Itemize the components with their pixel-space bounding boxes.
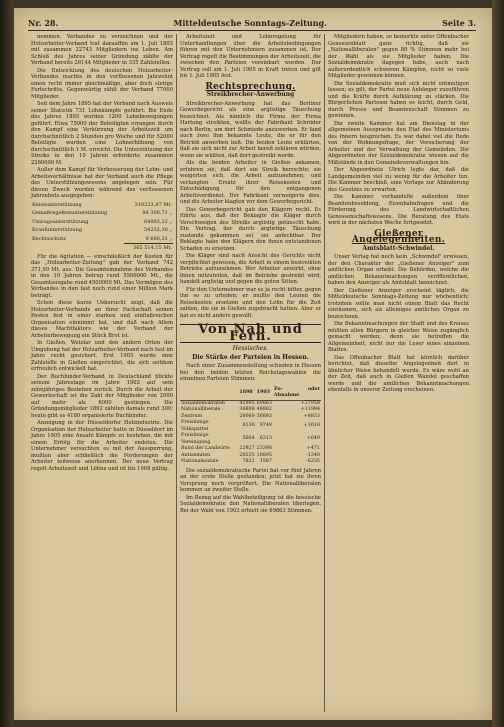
section-banner: Von Nah und Fern. — [180, 324, 321, 343]
page-number: Seite 3. — [442, 18, 476, 28]
paragraph: Mitgliedern haben, so bemerkte unter Offenbacher Genossenblatt ganz richtig, daß sie „Nationalliberalen" gegen 80 % Stimmen mehr bei der Wahl als sie Mitglieder haben. Die Sozialdemokratie dagegen habe, auch nach außerordentlich schweren Kämpfen, nicht so viele Mitglieder gewinnen können. — [328, 34, 469, 79]
table-row: Sozialdemokraten 41905 69863 +27958 — [181, 400, 320, 406]
article-heading: Streikbrecher-Anwerbung — [206, 91, 295, 98]
paragraph: Seit dem Jahre 1895 hat der Verband nach Ausweis seiner Statistik 731 Lohnkämpfe geführt. Bis Ende des Jahres 1895 wurden 1200 Lohnbewegungen geführt. Etwa 75000 der Beteiligten errangen durch den Kampf eine Verkürzung der Arbeitszeit um durchschnittlich 2 Stunden pro Woche und für 52000 Beteiligte wurden eine Lohnerhöhung von durchschnittlich 1 M. erreicht. Die Unterstützung der Streiks in den 10 Jahren erforderte zusammen 2260000 M. — [31, 101, 173, 166]
book-spine — [0, 0, 14, 727]
columns — [28, 34, 480, 712]
table-row: Reiseunterstützung 310223,87 Mt. — [32, 201, 172, 208]
paragraph: Als die beiden Arbeiter in Gießen ankamen, erfuhren sie, daß dort ein Streik herrschte; sie weigerten sich, die Arbeit aufzunehmen, und verlangten Ersatz ihrer Reisekosten und Entschädigung für den entgangenen Arbeitsverdienst. Der Fabrikant verweigerte dies, und die Arbeiter klagten vor dem Gewerbegericht. — [180, 160, 321, 205]
paragraph: Die Sozialdemokratie muß sich nicht entmutigen lassen; es gilt, der Partei neue Anhänger zuzuführen und die Kräfte durch Aufklärung zu stärken. Die Bürgerlichen Parteien haben es leicht, durch Geld, durch Presse und Beamtenschaft Stimmen zu gewinnen. — [328, 80, 469, 119]
table-row: Freisinnige Volkspartei 8130 9748 +1618 — [181, 420, 320, 432]
table-row: Kranfunterstützung 54232,30 „ — [32, 227, 172, 233]
paragraph: Das Gewerbegericht gab den Klägern recht. Es führte aus, daß der Beklagte die Kläger durch Verschweigen des Streiks arglistig getäuscht habe. Ein Vertrag, der durch arglistige Täuschung zustande gekommen sei, sei anfechtbar. Der Beklagte habe den Klägern den ihnen entstandenen Schaden zu ersetzen. — [180, 206, 321, 252]
paragraph: Nach einer Zusammenstellung schieden in Hessen bei den beiden letzten Reichstagswahlen die einzelnen Parteien Stimmen: — [180, 363, 321, 382]
table-row: Nationalsoziale 7822 1587 -6235 — [181, 459, 320, 464]
newspaper-title: Mitteldeutsche Sonntags-Zeitung. — [173, 18, 327, 28]
election-table — [180, 385, 321, 466]
paragraph: Anzeigung in der Düsseldorfer Holzindustrie. Die Organisation der Holzarbeiter hatte in Düsseldorf im Jahre 1905 eine Anzahl Kämpfe zu bestehen, die mit einem Erfolg für die Arbeiter endeten. Die Unternehmer versuchten es mit der Aussperrung, mußten aber schließlich die Forderungen der Arbeiter teilweise anerkennen. Der neue Vertrag regelt Arbeitszeit und Löhne und ist bis 1908 gültig. — [31, 420, 173, 472]
paragraph: In Gießen, Wetzlar und den andern Orten der Umgebung hat der Holzarbeiter-Verband nach fast im Jahre recht gesichert. Erst 1905 wurde eine Zahlstelle in Gießen eingerichtet, die sich seitdem erfreulich entwickelt hat. — [31, 340, 173, 372]
paragraph: Für den Unternehmer war es ja recht bitter, gegen ihn so zu urteilen; er mußte den Leuten die Reisekosten ersetzen und den Lohn für die Zeit zahlen, die sie in Gießen zugebracht hatten. Aber er hat es nicht anders gewollt. — [180, 286, 321, 319]
table-header-row: 1898 1903 Zu- oder Abnahme — [180, 385, 321, 401]
expense-table — [31, 201, 173, 253]
table-row: Antisemiten 20235 18895 -1340 — [181, 452, 320, 458]
paragraph: Das Offenbacher Blatt hat kürzlich darüber berichtet, daß dieselbe Angelegenheit dort in ähnlicher Weise behandelt wurde. Es wäre wohl an der Zeit, daß auch in Gießen Wandel geschaffen werde und die amtlichen Bekanntmachungen ebenfalls in unserer Zeitung erscheinen. — [328, 354, 469, 393]
paragraph: Die zweite Kammer hat am Dienstag in der allgemeinen Aussprache den Etat des Ministeriums des Innern besprochen. Es war dabei viel die Rede von der Wohnungsfrage, der Versicherung der Arbeiter und der Verwaltung der Gemeinden. Die Abgeordneten der Sozialdemokratie wiesen auf die Mißstände in den Gemeindeverwaltungen hin. — [328, 120, 469, 166]
page-edge — [492, 0, 504, 727]
table-row: Umzugsunterstützung 64893,22 „ — [32, 218, 172, 225]
section-subheading: Hessisches. — [232, 345, 269, 352]
table-row: Rechtsschutz 9 680,31 „ — [32, 235, 172, 242]
paragraph: Der Abgeordnete Ulrich legte dar, daß die Landgemeinden viel zu wenig für die Arbeiter tun. Die Kammer beschloß, eine Vorlage zur Abänderung des Gesetzes zu erwarten. — [328, 167, 469, 193]
paragraph: Die Kläger sind nach Ansicht des Gerichts nicht verpflichtet gewesen, die Arbeit in einem bestreikten Betriebe aufzunehmen. Wer Arbeiter anwirbt, ohne ihnen mitzuteilen, daß im Betriebe gestreikt wird, handelt arglistig und gegen die guten Sitten. — [180, 253, 321, 285]
column-1 — [28, 34, 176, 712]
table-row: Gemaßregeltenunterstützung 84 300,71 „ — [32, 210, 172, 216]
table-row: Zentrum 28060 36893 +8833 — [181, 413, 320, 419]
paragraph: Streikbrecher-Anwerbung hat das Berliner Gewerbegericht als eine arglistige Täuschung bezeichnet. Als nämlich die Firma der Firma Hartung streikten, wollte der Fabrikant Schröder nach Berlin, um dort Schmiede anzuwerben. Er fand auch zwei ihm bekannte Leute, die er für den Betrieb anwerben ließ. Die beiden Leute erklärten, daß sie sich nicht zur Arbeit bereit erklären würden, wenn sie wüßten, daß dort gestreikt werde. — [180, 100, 321, 159]
article-heading: Amtsblatt-Schwindel. — [362, 244, 435, 252]
paragraph: Außer dem Kampf für Verbesserung der Lohn- und Arbeitsverhältnisse hat der Verband auch die Pflege des Unterstützungswesens angelegen sein. Für diesen Zweck wurden während des verflossenen Jahrzehnts ausgegeben: — [31, 167, 173, 199]
column-3 — [324, 34, 472, 712]
column-2 — [176, 34, 324, 712]
table-row: Nationalliberale 36888 48882 +11994 — [181, 407, 320, 412]
paragraph: Im Bezug auf die Wahlbeteiligung ist die hessische Sozialdemokratie den Nationalliberalen überlegen. Bei der Wahl von 1903 erhielt sie 69863 Stimmen. — [180, 494, 321, 514]
newspaper-page — [14, 8, 492, 720]
paragraph: Die sozialdemokratische Partei hat vor fünf Jahren an der erste Stelle gestanden; jetzt hat sie ihren Vorsprung noch vergrößert. Die Nationalliberalen kommen an zweiter Stelle. — [180, 467, 321, 493]
paragraph: Arbeitszeit und Lohnregelung für Unterhandlungen über die Arbeitsbedingungen führen mit den Unternehmern zusammen ist. Der Vertrag regelt die Bestimmungen der Arbeitszeit, die zwischen den Parteien vereinbart worden. Der Vertrag soll am 1. Juli 1905 in Kraft treten und gilt bis 1. Juli 1905 fest. — [180, 34, 321, 79]
issue-number: Nr. 28. — [28, 18, 59, 28]
paragraph: Die Bekanntmachungen der Stadt und des Kreises müßten allen Bürgern in gleicher Weise zugänglich gemacht werden; denn sie betreffen die Allgemeinheit, nicht nur die Leser eines einzelnen Blattes. — [328, 321, 469, 353]
paragraph: Schon diese kurze Uebersicht zeigt, daß die Holzarbeiter-Verbands an ihrer Fachschaft seinen Posten fest in einer starken und einflußreichen Organisation einnimmt hat, und daß nach Allem dieses Machtfaktors wie der Verband der Arbeiterbewegung ein Stück Brot ist. — [31, 300, 173, 339]
page-header — [28, 16, 476, 31]
paragraph: Der Buchbinder-Verband in Deutschland blickte seinem Jahrestage im Jahre 1902 auf sein zehnjähriges Bestehen zurück. Durch die Arbeit der Gewerkschaft ist die Zahl der Mitglieder von 2000 auf mehr als 6000 gestiegen. Die Gründungsmitglieder 1892 zählten damals rund 300; heute gibt es 4180 organisierte Buchbinder. — [31, 373, 173, 419]
table-row: Bund der Landwirte 22927 23398 +471 — [181, 446, 320, 451]
article-heading: Die Stärke der Parteien in Hessen. — [192, 353, 309, 361]
paragraph: Die Entwicklung des deutschen Holzarbeiter-Verbandes machte in den verflossenen Jahrzehnt einen recht immer gleichmäßige, aber doch stetige Fortschritte. Gegenwärtig zählt der Verband 77000 Mitglieder. — [31, 67, 173, 100]
table-total-row: 365 514,15 Mt. — [31, 244, 173, 253]
paragraph: Unser Verlag hat noch kein „Schwindel" erwiesen, der den Charakter der „Gießener Anzeiger" zum amtlichen Organ erhebt. Die Behörden, welche die amtlichen Bekanntmachungen veröffentlichen, haben den Anzeiger als Amtsblatt bezeichnet. — [328, 254, 469, 286]
paragraph: nommen. Verbandes zu verzeichnen und der Holzarbeiter-Verband trat daraufhin am 1. Juli 1893 mit zusammen 22743 Mitgliedern ins Leben. Am Schluß des Jahres seiner Gründung zählte der Verband bereits 26144 Mitglieder in 335 Zahlstellen. — [31, 34, 173, 66]
paragraph: Der Gießener Anzeiger erscheint täglich, die Mitteldeutsche Sonntags-Zeitung nur wöchentlich; trotzdem sollte man nicht einem Blatt das Recht einräumen, sich als alleiniges amtliches Organ zu bezeichnen. — [328, 287, 469, 320]
table-row: Freisinnige Vereinigung 5664 6313 +649 — [181, 433, 320, 445]
section-heading: Rechtsprechung. — [205, 81, 296, 92]
paragraph: Die Kammer verhandelte außerdem über Beamtenbesoldung, Eisenbahnfragen und die Förderung des Landwirtschaftlichen Genossenschaftswesens. Die Beratung des Etats wird in der nächsten Woche fortgesetzt. — [328, 194, 469, 226]
paragraph: Für die Agitation — einschließlich der Kosten für das „Holzarbeiter-Zeitung" gab der Verband 742 371,99 Mt. aus. Die Gesamteinnahme des Verbandes in den 10 Jahren betrug rund 5500000 Mt., die Gesamtausgabe rund 4500000 Mt. Das Vermögen des Verbandes in den fast noch rund einer Million Mark beträgt. — [31, 253, 173, 299]
section-heading: Gießener Angelegenheiten. — [351, 228, 446, 245]
